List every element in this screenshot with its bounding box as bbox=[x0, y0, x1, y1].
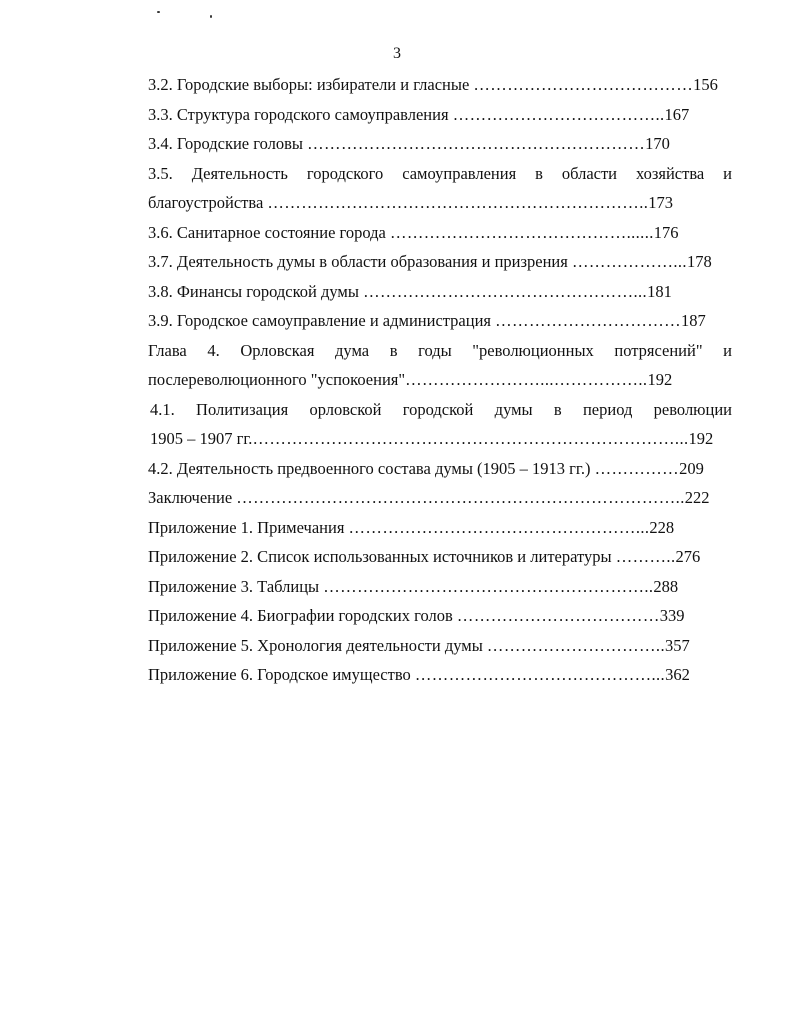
toc-entry-multiline bbox=[148, 336, 732, 395]
toc-entry-page: 192 bbox=[688, 429, 714, 448]
toc-entry-page: 209 bbox=[679, 458, 704, 478]
toc-leader-dots: ………………... bbox=[571, 252, 687, 271]
toc-entry-label: Приложение 1. Примечания bbox=[148, 517, 349, 537]
toc-entry bbox=[148, 483, 732, 513]
toc-entry-label: Приложение 5. Хронология деятельности думы bbox=[148, 635, 487, 655]
toc-entry-label-line: 3.5. Деятельность городского самоуправления в области хозяйства и bbox=[148, 163, 732, 183]
toc-leader-dots: ………………………………………………….. bbox=[323, 576, 654, 596]
toc-entry-label: Заключение bbox=[148, 488, 237, 507]
toc-entry-label: 3.2. Городские выборы: избиратели и гласные bbox=[148, 75, 474, 94]
toc-entry-page: 170 bbox=[645, 134, 670, 153]
toc-entry-label: Приложение 2. Список использованных источников и литературы bbox=[148, 547, 616, 566]
toc-entry-label: 3.7. Деятельность думы в области образования и призрения bbox=[148, 252, 572, 271]
toc-leader-dots: ……………………...…………….. bbox=[405, 370, 648, 389]
toc-leader-dots: ……………………………………...... bbox=[390, 222, 654, 242]
toc-leader-dots: …………………………………………... bbox=[363, 281, 648, 301]
toc-entry-label: 1905 – 1907 гг. bbox=[150, 429, 253, 448]
toc-entry-page: 173 bbox=[648, 193, 674, 212]
toc-leader-dots: ………………………………… bbox=[473, 75, 694, 94]
toc-entry-page: 156 bbox=[693, 75, 718, 94]
scan-speck bbox=[210, 15, 212, 18]
toc-leader-dots: ……………………………………... bbox=[414, 665, 666, 684]
toc-entry bbox=[148, 218, 732, 248]
toc-entry-label: послереволюционного "успокоения" bbox=[148, 370, 406, 389]
toc-entry bbox=[148, 513, 732, 543]
toc-entry bbox=[148, 247, 732, 277]
toc-entry-page: 178 bbox=[686, 252, 712, 271]
toc-leader-dots: …………………………… bbox=[495, 311, 682, 330]
toc-entry bbox=[148, 277, 732, 307]
toc-leader-dots: ……….. bbox=[615, 547, 676, 566]
toc-entry-page: 181 bbox=[647, 281, 672, 301]
toc-entry bbox=[148, 660, 732, 690]
toc-entry-page: 222 bbox=[684, 488, 710, 507]
toc-leader-dots: …………… bbox=[594, 458, 680, 478]
toc-entry-label: благоустройства bbox=[148, 193, 268, 212]
toc-entry bbox=[148, 542, 732, 572]
toc-leader-dots: …………………………………………………… bbox=[307, 134, 646, 153]
toc-entry-label: 3.4. Городские головы bbox=[148, 134, 308, 153]
page-number: 3 bbox=[393, 45, 401, 62]
toc-entry bbox=[148, 70, 732, 100]
toc-leader-dots: ……………………………….. bbox=[452, 104, 665, 124]
toc-entry-page: 276 bbox=[675, 547, 701, 566]
toc-entry bbox=[148, 306, 732, 336]
toc-leader-dots: …………………………………………………………………... bbox=[252, 429, 689, 448]
table-of-contents bbox=[148, 70, 732, 690]
toc-entry bbox=[148, 454, 732, 484]
toc-leader-dots: …………………………………………………………………….. bbox=[236, 488, 685, 507]
toc-entry-label-line: 4.1. Политизация орловской городской думы в период революции bbox=[150, 399, 732, 419]
toc-entry-page: 192 bbox=[647, 370, 673, 389]
toc-entry-label: Приложение 3. Таблицы bbox=[148, 576, 324, 596]
toc-leader-dots: ………………………….. bbox=[486, 635, 665, 655]
toc-entry bbox=[148, 572, 732, 602]
scan-speck bbox=[157, 11, 160, 13]
toc-entry-multiline bbox=[148, 159, 732, 218]
toc-leader-dots: ……………………………………………... bbox=[348, 517, 650, 537]
toc-entry-page: 339 bbox=[659, 606, 685, 625]
toc-entry-label: 3.8. Финансы городской думы bbox=[148, 281, 364, 301]
toc-entry bbox=[148, 601, 732, 631]
toc-entry-page: 176 bbox=[653, 222, 679, 242]
toc-entry-page: 357 bbox=[664, 635, 690, 655]
toc-entry bbox=[148, 631, 732, 661]
toc-entry-label: 3.6. Санитарное состояние города bbox=[148, 222, 390, 242]
toc-entry bbox=[148, 129, 732, 159]
toc-entry-label: Приложение 6. Городское имущество bbox=[148, 665, 415, 684]
toc-leader-dots: ……………………………… bbox=[456, 606, 660, 625]
toc-entry-label: Приложение 4. Биографии городских голов bbox=[148, 606, 457, 625]
toc-entry bbox=[148, 100, 732, 130]
toc-entry-page: 288 bbox=[653, 576, 679, 596]
toc-entry-page: 167 bbox=[664, 104, 690, 124]
toc-entry-page: 362 bbox=[665, 665, 690, 684]
toc-entry-page: 187 bbox=[681, 311, 706, 330]
toc-entry-label-line: Глава 4. Орловская дума в годы "революционных потрясений" и bbox=[148, 340, 732, 360]
toc-leader-dots: ………………………………………………………….. bbox=[267, 193, 649, 212]
toc-entry-label: 4.2. Деятельность предвоенного состава думы (1905 – 1913 гг.) bbox=[148, 458, 595, 478]
toc-entry-page: 228 bbox=[649, 517, 675, 537]
toc-entry-label: 3.9. Городское самоуправление и администрация bbox=[148, 311, 496, 330]
toc-entry-multiline bbox=[148, 395, 732, 454]
toc-entry-label: 3.3. Структура городского самоуправления bbox=[148, 104, 453, 124]
